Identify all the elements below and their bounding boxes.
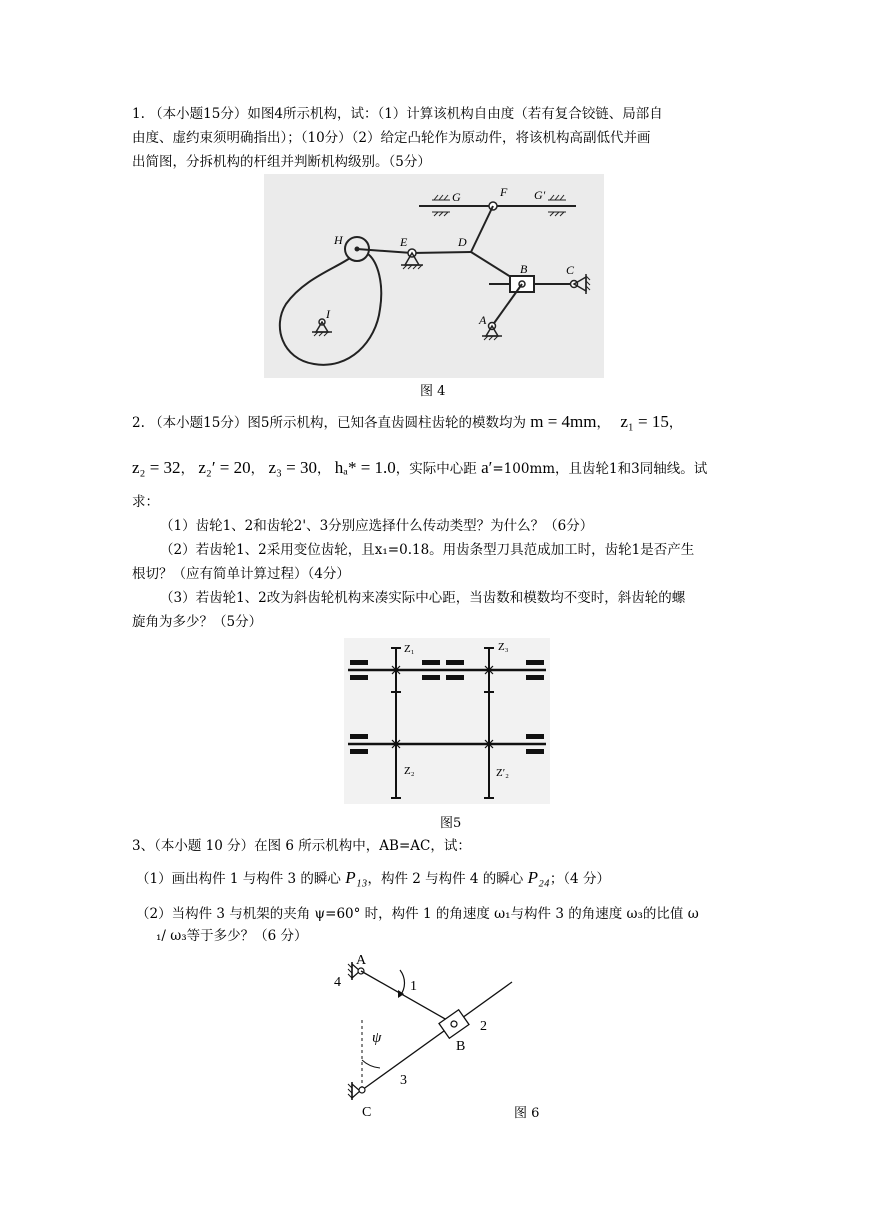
label-h: H (334, 233, 343, 247)
label-c: C (566, 263, 575, 277)
label-z2: Z₂ (404, 765, 415, 777)
figure-4-caption: 图 4 (420, 384, 446, 399)
label-c: C (362, 1105, 372, 1120)
q3-sub-1-a: （1）画出构件 1 与构件 3 的瞬心 (136, 871, 341, 887)
q3-line-1: 3、（本小题 10 分）在图 6 所示机构中，AB=AC，试： (132, 838, 471, 854)
q3-p24: P₂₄ (527, 868, 550, 887)
q2-z3-equation: z₃ = 30 (268, 458, 317, 477)
q3-sub-2b: ₁/ ω₃等于多少？（6 分） (156, 928, 308, 944)
q2-line-2-rest: ，实际中心距 (395, 461, 477, 477)
figure-5-caption: 图5 (440, 816, 462, 831)
label-1: 1 (410, 979, 417, 994)
label-2: 2 (480, 1019, 487, 1034)
label-b: B (456, 1039, 466, 1054)
q3-sub-1-c: ；（4 分） (549, 871, 610, 887)
q2-sub-2a: （2）若齿轮1、2采用变位齿轮，且x₁=0.18。用齿条型刀具范成加工时，齿轮1是否产生 (160, 542, 695, 558)
label-z1: Z₁ (404, 643, 415, 655)
q2-sub-3a: （3）若齿轮1、2改为斜齿轮机构来凑实际中心距，当齿数和模数均不变时，斜齿轮的螺 (160, 590, 686, 606)
label-d: D (458, 235, 467, 249)
figure-6-guide-bar-mechanism (326, 950, 556, 1122)
figure-5-gear-train (344, 638, 550, 804)
figure-4-background (264, 174, 604, 378)
figure-4-cam-mechanism (264, 174, 604, 378)
label-z2-prime: Z′₂ (496, 767, 509, 779)
label-3: 3 (400, 1073, 407, 1088)
q3-sub-2a: （2）当构件 3 与机架的夹角 ψ=60° 时，构件 1 的角速度 ω₁与构件 3 的角速度 ω₃的比值 ω (136, 906, 699, 922)
q1-line-1: 1. （本小题15分）如图4所示机构，试：（1）计算该机构自由度（若有复合铰链、局部自 (132, 106, 663, 122)
label-a: A (356, 953, 367, 968)
roller-h-pin (355, 247, 360, 252)
label-a: A (479, 313, 487, 327)
q2-sub-1: （1）齿轮1、2和齿轮2'、3分别应选择什么传动类型？为什么？（6分） (160, 518, 594, 534)
label-z3: Z₃ (498, 641, 509, 653)
q3-p13: P₁₃ (345, 868, 368, 887)
joint-c (359, 1087, 365, 1093)
q2-z2-equation: z₂ = 32 (132, 458, 181, 477)
q2-m-equation: m = 4mm (530, 412, 597, 431)
q2-line-1: 2. （本小题15分）图5所示机构，已知各直齿圆柱齿轮的模数均为 m = 4mm， z₁ = 15， (132, 412, 683, 431)
q2-z1-equation: z₁ = 15 (620, 412, 669, 431)
label-psi: ψ (372, 1030, 382, 1046)
q1-line-3: 出简图，分拆机构的杆组并判断机构级别。（5分） (132, 154, 431, 170)
q2-sub-3b: 旋角为多少？（5分） (132, 614, 263, 630)
link-ed (412, 252, 471, 253)
q2-z2p-equation: z₂′ = 20 (198, 458, 251, 477)
q2-line-2: z₂ = 32， z₂′ = 20， z₃ = 30， hₐ* = 1.0，实际中心距 a′=100mm，且齿轮1和3同轴线。试 (132, 458, 708, 477)
q2-sub-2b: 根切？（应有简单计算过程）（4分） (132, 566, 350, 582)
q2-line-2-tail: =100mm，且齿轮1和3同轴线。试 (492, 461, 708, 477)
angle-arc (362, 1060, 380, 1068)
q2-a-equation: a′ (481, 458, 493, 477)
q2-line-1-text: 2. （本小题15分）图5所示机构，已知各直齿圆柱齿轮的模数均为 (132, 415, 526, 431)
label-g: G (452, 190, 461, 204)
label-f: F (500, 185, 508, 199)
label-e: E (400, 235, 408, 249)
slider-block-b (439, 1010, 469, 1039)
label-b: B (520, 262, 528, 276)
label-4: 4 (334, 975, 341, 990)
link-3 (362, 982, 512, 1090)
label-i: I (326, 307, 330, 321)
label-g-prime: G' (534, 188, 546, 202)
q2-ha-equation: hₐ* = 1.0 (334, 458, 396, 477)
q3-sub-1-b: ，构件 2 与构件 4 的瞬心 (367, 871, 524, 887)
q3-sub-1 (136, 866, 610, 891)
q1-line-2: 由度、虚约束须明确指出）；（10分）（2）给定凸轮作为原动件，将该机构高副低代并画 (132, 130, 651, 146)
q2-line-3: 求： (132, 494, 159, 510)
link-1 (361, 971, 454, 1024)
figure-6-caption: 图 6 (514, 1106, 540, 1121)
